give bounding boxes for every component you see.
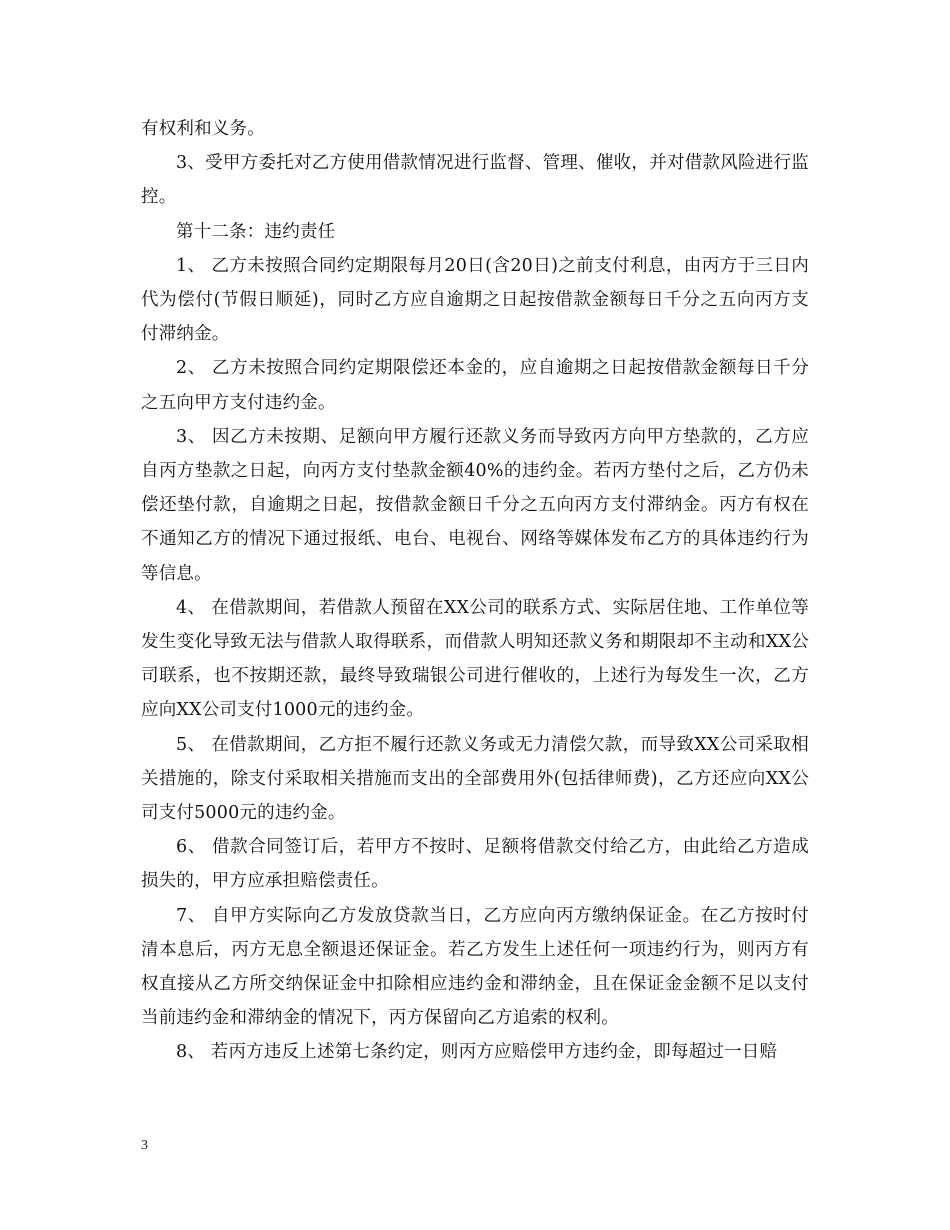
paragraph-continuation: 有权利和义务。 [141,119,265,139]
paragraph-clause-3-supervision: 3、受甲方委托对乙方使用借款情况进行监督、管理、催收，并对借款风险进行监控。 [141,153,809,208]
paragraph-clause-5: 5、 在借款期间，乙方拒不履行还款义务或无力清偿欠款，而导致XX公司采取相关措施的，除支付采取相关措施而支出的全部费用外(包括律师费)，乙方还应向XX公司支付5000元的违约金。 [141,734,809,824]
paragraph-clause-3: 3、 因乙方未按期、足额向甲方履行还款义务而导致丙方向甲方垫款的，乙方应自丙方垫款之日起，向丙方支付垫款金额40%的违约金。若丙方垫付之后，乙方仍未偿还垫付款，自逾期之日起，按借款金额日千分之五向丙方支付滞纳金。丙方有权在不通知乙方的情况下通过报纸、电台、电视台、网络等媒体发布乙方的具体违约行为等信息。 [141,426,809,584]
section-heading-article-12: 第十二条：违约责任 [176,221,336,242]
paragraph-clause-4: 4、 在借款期间，若借款人预留在XX公司的联系方式、实际居住地、工作单位等发生变化导致无法与借款人取得联系，而借款人明知还款义务和期限却不主动和XX公司联系，也不按期还款，最终导致瑞银公司进行催收的，上述行为每发生一次，乙方应向XX公司支付1000元的违约金。 [141,597,809,721]
document-page [141,112,809,1070]
paragraph-clause-1: 1、 乙方未按照合同约定期限每月20日(含20日)之前支付利息，由丙方于三日内代为偿付(节假日顺延)，同时乙方应自逾期之日起按借款金额每日千分之五向丙方支付滞纳金。 [141,255,809,345]
paragraph-clause-2: 2、 乙方未按照合同约定期限偿还本金的，应自逾期之日起按借款金额每日千分之五向甲方支付违约金。 [141,358,809,413]
paragraph-clause-8: 8、 若丙方违反上述第七条约定，则丙方应赔偿甲方违约金，即每超过一日赔 [176,1042,778,1063]
page-number: 3 [141,1138,148,1153]
paragraph-clause-6: 6、 借款合同签订后，若甲方不按时、足额将借款交付给乙方，由此给乙方造成损失的，甲方应承担赔偿责任。 [141,837,809,892]
paragraph-clause-7: 7、 自甲方实际向乙方发放贷款当日，乙方应向丙方缴纳保证金。在乙方按时付清本息后，丙方无息全额退还保证金。若乙方发生上述任何一项违约行为，则丙方有权直接从乙方所交纳保证金中扣除相应违约金和滞纳金，且在保证金金额不足以支付当前违约金和滞纳金的情况下，丙方保留向乙方追索的权利。 [141,905,809,1029]
